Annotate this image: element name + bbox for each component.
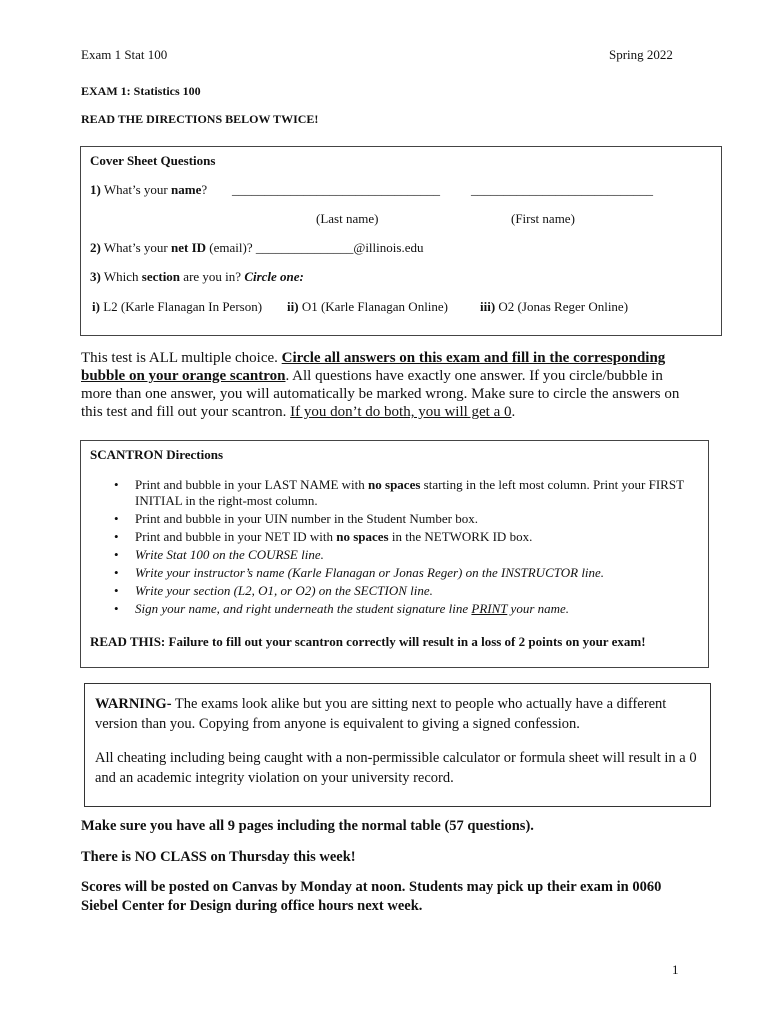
bullet: • <box>114 565 119 580</box>
first-name-blank[interactable]: ____________________________ <box>471 182 653 197</box>
scantron-item-signature: Sign your name, and right underneath the student signature line PRINT your name. <box>135 601 570 616</box>
page-number: 1 <box>672 962 679 977</box>
scantron-item-course: Write Stat 100 on the COURSE line. <box>135 547 324 562</box>
question-name: 1) What’s your name? <box>90 182 208 197</box>
bullet: • <box>114 477 119 492</box>
scantron-item-uin: Print and bubble in your UIN number in the Student Number box. <box>135 511 479 526</box>
exam-directions-title: READ THE DIRECTIONS BELOW TWICE! <box>81 112 319 126</box>
section-option-o2[interactable]: iii) O2 (Jonas Reger Online) <box>480 299 629 314</box>
scantron-warning: READ THIS: Failure to fill out your scantron correctly will result in a loss of 2 points on your exam! <box>90 634 646 649</box>
bullet: • <box>114 547 119 562</box>
warning-text: WARNING- The exams look alike but you are sitting next to people who actually have a different version than you. Copying from anyone is equivalent to giving a signed confession. <box>95 696 667 732</box>
bullet: • <box>114 511 119 526</box>
question-netid: 2) What’s your net ID (email)? _______________@illinois.edu <box>90 240 424 255</box>
scantron-item-section: Write your section (L2, O1, or O2) on the SECTION line. <box>135 583 433 598</box>
exam-title: EXAM 1: Statistics 100 <box>81 84 201 98</box>
first-name-label: (First name) <box>511 211 575 226</box>
scantron-item-instructor: Write your instructor’s name (Karle Flanagan or Jonas Reger) on the INSTRUCTOR line. <box>135 565 605 580</box>
bullet: • <box>114 529 119 544</box>
scantron-item-netid: Print and bubble in your NET ID with no spaces in the NETWORK ID box. <box>135 529 533 544</box>
instructions-paragraph: This test is ALL multiple choice. Circle all answers on this exam and fill in the corresponding bubble on your orange scantron. All questions have exactly one answer. If you circle/bubble in more than one answer, you will automatically be marked wrong. Make sure to circle the answers on this test and fill out your scantron. If you don’t do both, you will get a 0. <box>81 350 680 420</box>
cover-heading: Cover Sheet Questions <box>90 153 216 168</box>
last-name-blank[interactable]: ________________________________ <box>232 182 440 197</box>
header-term: Spring 2022 <box>609 47 673 62</box>
last-name-label: (Last name) <box>316 211 379 226</box>
question-section: 3) Which section are you in? Circle one: <box>90 269 304 284</box>
section-option-o1[interactable]: ii) O1 (Karle Flanagan Online) <box>287 299 449 314</box>
scores-note: Scores will be posted on Canvas by Monday at noon. Students may pick up their exam in 0060 Siebel Center for Design during office hours next week. <box>81 879 662 914</box>
header-course: Exam 1 Stat 100 <box>81 47 168 62</box>
scantron-item-last-name: Print and bubble in your LAST NAME with no spaces starting in the left most column. Print your FIRST INITIAL in the right-most column. <box>135 477 684 508</box>
cheating-policy-text: All cheating including being caught with a non-permissible calculator or formula sheet will result in a 0 and an academic integrity violation on your university record. <box>95 750 697 786</box>
no-class-note: There is NO CLASS on Thursday this week! <box>81 849 356 865</box>
scantron-heading: SCANTRON Directions <box>90 447 224 462</box>
bullet: • <box>114 601 119 616</box>
section-option-l2[interactable]: i) L2 (Karle Flanagan In Person) <box>92 299 263 314</box>
pages-note: Make sure you have all 9 pages including the normal table (57 questions). <box>81 818 534 834</box>
bullet: • <box>114 583 119 598</box>
